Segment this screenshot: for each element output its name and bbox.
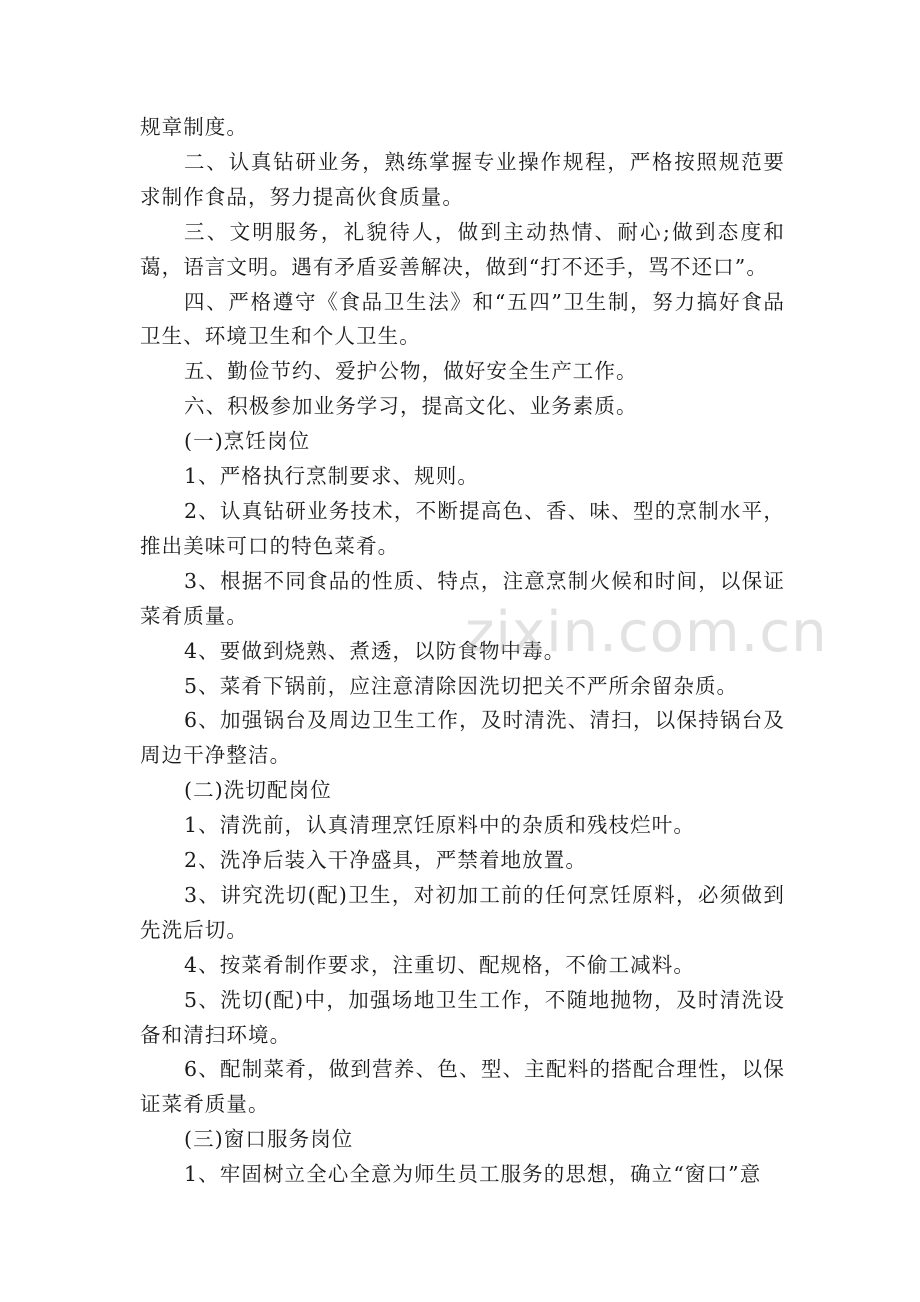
paragraph: 二、认真钻研业务，熟练掌握专业操作规程，严格按照规范要求制作食品，努力提高伙食质量。 bbox=[140, 149, 785, 209]
paragraph: 四、严格遵守《食品卫生法》和“五四”卫生制，努力搞好食品卫生、环境卫生和个人卫生。 bbox=[140, 289, 785, 349]
paragraph: 5、洗切(配)中，加强场地卫生工作，不随地抛物，及时清洗设备和清扫环境。 bbox=[140, 987, 785, 1047]
paragraph: 2、洗净后装入干净盛具，严禁着地放置。 bbox=[184, 848, 587, 873]
section-heading: (一)烹饪岗位 bbox=[184, 429, 311, 454]
paragraph: 六、积极参加业务学习，提高文化、业务素质。 bbox=[184, 394, 638, 419]
paragraph: 五、勤俭节约、爱护公物，做好安全生产工作。 bbox=[184, 359, 638, 384]
paragraph: 三、文明服务，礼貌待人，做到主动热情、耐心;做到态度和蔼，语言文明。遇有矛盾妥善解决，做到“打不还手，骂不还口”。 bbox=[140, 219, 785, 279]
paragraph: 1、牢固树立全心全意为师生员工服务的思想，确立“窗口”意 bbox=[184, 1162, 762, 1187]
paragraph: 1、严格执行烹制要求、规则。 bbox=[184, 464, 479, 489]
watermark: zixin.com.cn bbox=[465, 600, 828, 665]
document-body bbox=[140, 110, 785, 1192]
paragraph: 6、加强锅台及周边卫生工作，及时清洗、清扫，以保持锅台及周边干净整洁。 bbox=[140, 708, 785, 768]
paragraph: 1、清洗前，认真清理烹饪原料中的杂质和残枝烂叶。 bbox=[184, 813, 695, 838]
paragraph: 2、认真钻研业务技术，不断提高色、香、味、型的烹制水平，推出美味可口的特色菜肴。 bbox=[140, 498, 785, 558]
paragraph: 3、讲究洗切(配)卫生，对初加工前的任何烹饪原料，必须做到先洗后切。 bbox=[140, 882, 785, 942]
paragraph: 4、要做到烧熟、煮透，以防食物中毒。 bbox=[184, 638, 566, 663]
paragraph: 规章制度。 bbox=[140, 115, 248, 139]
paragraph: 6、配制菜肴，做到营养、色、型、主配料的搭配合理性，以保证菜肴质量。 bbox=[140, 1057, 785, 1117]
paragraph: 5、菜肴下锅前，应注意清除因洗切把关不严所余留杂质。 bbox=[184, 673, 739, 698]
section-heading: (二)洗切配岗位 bbox=[184, 778, 332, 803]
section-heading: (三)窗口服务岗位 bbox=[184, 1127, 354, 1152]
paragraph: 3、根据不同食品的性质、特点，注意烹制火候和时间，以保证菜肴质量。 bbox=[140, 568, 785, 628]
paragraph: 4、按菜肴制作要求，注重切、配规格，不偷工减料。 bbox=[184, 952, 695, 977]
